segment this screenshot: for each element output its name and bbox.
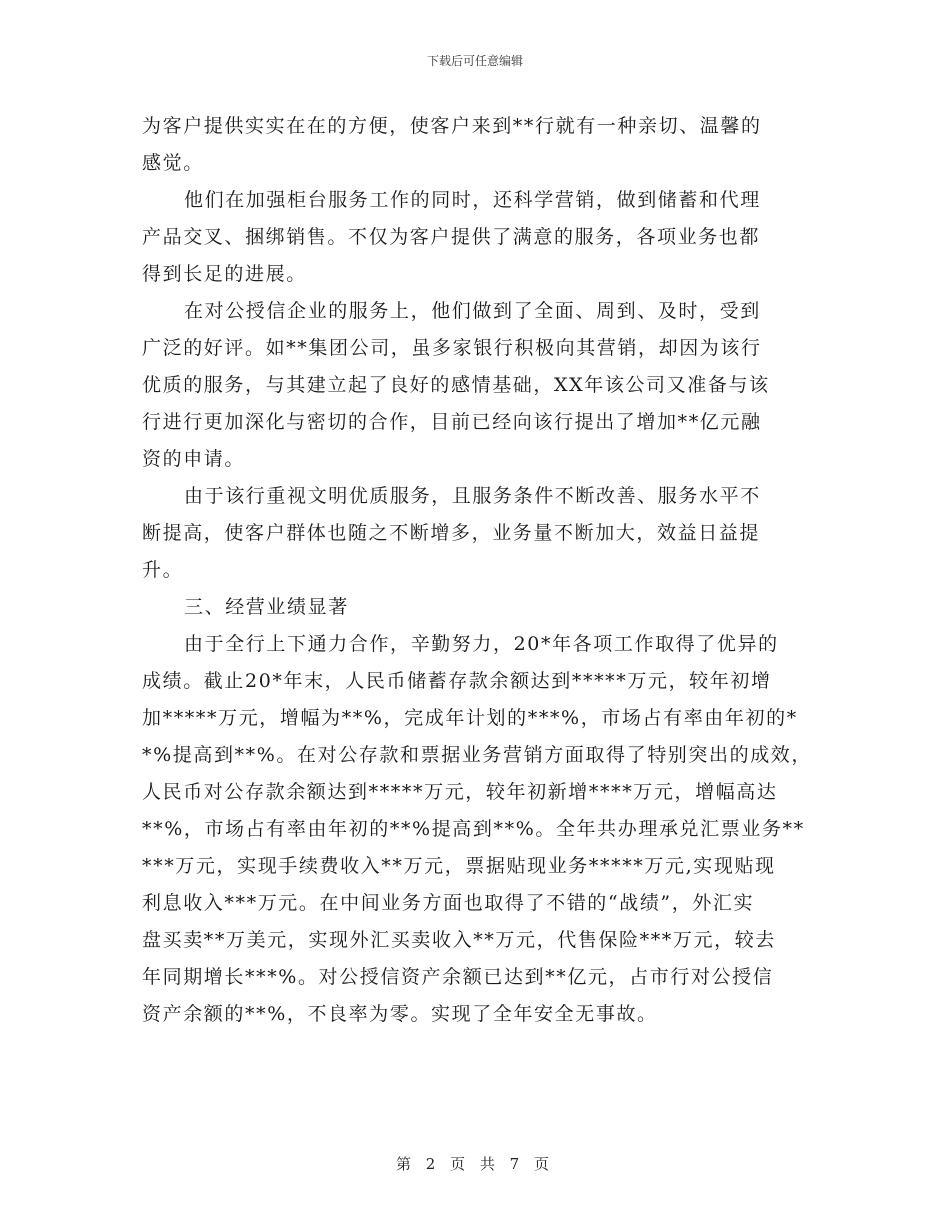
paragraph-3-line-5: 资的申请。 (142, 448, 246, 470)
paragraph-6-line-3: 加*****万元，增幅为**%，完成年计划的***%，市场占有率由年初的* (142, 707, 798, 729)
paragraph-6-line-9: 盘买卖**万美元，实现外汇买卖收入**万元，代售保险***万元，较去 (142, 929, 776, 951)
paragraph-6-line-6: **%，市场占有率由年初的**%提高到**%。全年共办理承兑汇票业务** (142, 818, 805, 840)
document-body (142, 108, 813, 1033)
paragraph-4-line-3: 升。 (142, 559, 184, 581)
paragraph-6-line-1: 由于全行上下通力合作，辛勤努力，20*年各项工作取得了优异的 (184, 633, 779, 655)
paragraph-4-line-1: 由于该行重视文明优质服务，且服务条件不断改善、服务水平不 (184, 485, 761, 507)
page-header: 下载后可任意编辑 (426, 54, 523, 68)
paragraph-6-line-2: 成绩。截止20*年末，人民币储蓄存款余额达到*****万元，较年初增 (142, 670, 772, 692)
paragraph-1-line-1: 为客户提供实实在在的方便，使客户来到**行就有一种亲切、温馨的 (142, 115, 762, 137)
section-heading: 三、经营业绩显著 (184, 596, 349, 618)
paragraph-3-line-3: 优质的服务，与其建立起了良好的感情基础，XX年该公司又准备与该 (142, 374, 770, 396)
paragraph-3-line-2: 广泛的好评。如**集团公司，虽多家银行积极向其营销，却因为该行 (142, 337, 762, 359)
paragraph-3-line-1: 在对公授信企业的服务上，他们做到了全面、周到、及时，受到 (184, 300, 761, 322)
paragraph-1-line-2: 感觉。 (142, 152, 204, 174)
paragraph-6-line-4: *%提高到**%。在对公存款和票据业务营销方面取得了特别突出的成效， (142, 744, 813, 766)
paragraph-2-line-2: 产品交叉、捆绑销售。不仅为客户提供了满意的服务，各项业务也都 (142, 226, 761, 248)
paragraph-6-line-5: 人民币对公存款余额达到*****万元，较年初新增****万元，增幅高达 (142, 781, 778, 803)
page-footer: 第 2 页 共 7 页 (396, 1155, 554, 1173)
paragraph-2-line-3: 得到长足的进展。 (142, 263, 307, 285)
paragraph-4-line-2: 断提高，使客户群体也随之不断增多，业务量不断加大，效益日益提 (142, 522, 761, 544)
paragraph-3-line-4: 行进行更加深化与密切的合作，目前已经向该行提出了增加**亿元融 (142, 411, 762, 433)
paragraph-6-line-10: 年同期增长***%。对公授信资产余额已达到**亿元，占市行对公授信 (142, 966, 774, 988)
paragraph-6-line-11: 资产余额的**%，不良率为零。实现了全年安全无事故。 (142, 1003, 658, 1025)
paragraph-6-line-7: ***万元，实现手续费收入**万元，票据贴现业务*****万元,实现贴现 (142, 855, 776, 877)
paragraph-2-line-1: 他们在加强柜台服务工作的同时，还科学营销，做到储蓄和代理 (184, 189, 761, 211)
paragraph-6-line-8: 利息收入***万元。在中间业务方面也取得了不错的“战绩”，外汇实 (142, 892, 755, 914)
